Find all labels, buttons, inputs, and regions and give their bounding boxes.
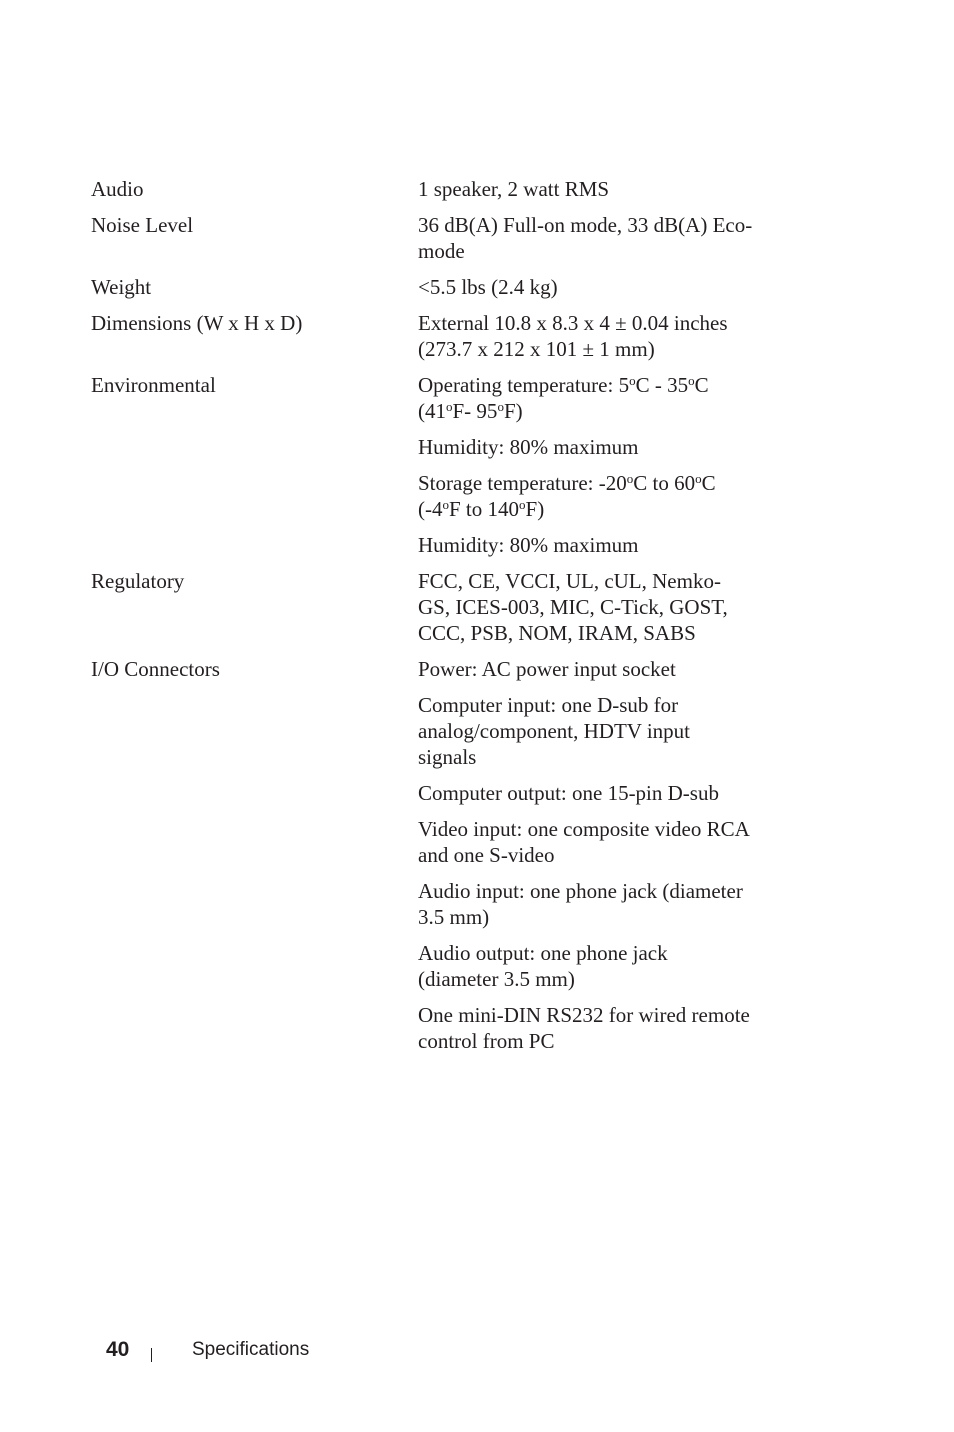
spec-value: External 10.8 x 8.3 x 4 ± 0.04 inches (273.7 x 212 x 101 ± 1 mm) bbox=[418, 311, 728, 361]
spec-label: I/O Connectors bbox=[91, 657, 220, 681]
spec-value: Humidity: 80% maximum bbox=[418, 533, 639, 557]
spec-label: Environmental bbox=[91, 373, 216, 397]
spec-value: Audio output: one phone jack (diameter 3.5 mm) bbox=[418, 941, 668, 991]
spec-values bbox=[418, 308, 778, 370]
spec-row-environmental bbox=[91, 370, 781, 566]
spec-value: FCC, CE, VCCI, UL, cUL, Nemko- GS, ICES-003, MIC, C-Tick, GOST, CCC, PSB, NOM, IRAM, SABS bbox=[418, 569, 728, 645]
spec-value: Storage temperature: -20$^o$C to 60$^o$C (-4$^o$F to 140$^o$F) bbox=[418, 471, 716, 521]
spec-row-dimensions bbox=[91, 308, 781, 370]
spec-label: Dimensions (W x H x D) bbox=[91, 311, 303, 335]
spec-value: Computer input: one D-sub for analog/component, HDTV input signals bbox=[418, 693, 690, 769]
spec-value: One mini-DIN RS232 for wired remote control from PC bbox=[418, 1003, 750, 1053]
spec-values bbox=[418, 272, 778, 308]
spec-value: Operating temperature: 5$^o$C - 35$^o$C (41$^o$F- 95$^o$F) bbox=[418, 373, 709, 423]
section-name: Specifications bbox=[192, 1339, 310, 1360]
specifications-table bbox=[91, 174, 781, 1062]
spec-row-regulatory bbox=[91, 566, 781, 654]
spec-values bbox=[418, 566, 778, 654]
spec-value: Humidity: 80% maximum bbox=[418, 435, 639, 459]
spec-value: Power: AC power input socket bbox=[418, 657, 676, 681]
spec-values bbox=[418, 654, 778, 1062]
spec-label: Audio bbox=[91, 177, 144, 201]
spec-row-audio bbox=[91, 174, 781, 210]
spec-value: Audio input: one phone jack (diameter 3.5 mm) bbox=[418, 879, 743, 929]
spec-value: 1 speaker, 2 watt RMS bbox=[418, 177, 610, 201]
spec-row-noise-level bbox=[91, 210, 781, 272]
footer-divider bbox=[151, 1348, 152, 1362]
page-number: 40 bbox=[106, 1338, 130, 1361]
spec-value: <5.5 lbs (2.4 kg) bbox=[418, 275, 558, 299]
spec-value: Computer output: one 15-pin D-sub bbox=[418, 781, 719, 805]
spec-values bbox=[418, 210, 778, 272]
spec-row-weight bbox=[91, 272, 781, 308]
spec-label: Regulatory bbox=[91, 569, 185, 593]
spec-label: Weight bbox=[91, 275, 152, 299]
spec-value: Video input: one composite video RCA and one S-video bbox=[418, 817, 750, 867]
spec-values bbox=[418, 370, 778, 566]
spec-value: 36 dB(A) Full-on mode, 33 dB(A) Eco- mode bbox=[418, 213, 753, 263]
spec-values bbox=[418, 174, 778, 210]
spec-label: Noise Level bbox=[91, 213, 194, 237]
spec-row-io-connectors bbox=[91, 654, 781, 1062]
